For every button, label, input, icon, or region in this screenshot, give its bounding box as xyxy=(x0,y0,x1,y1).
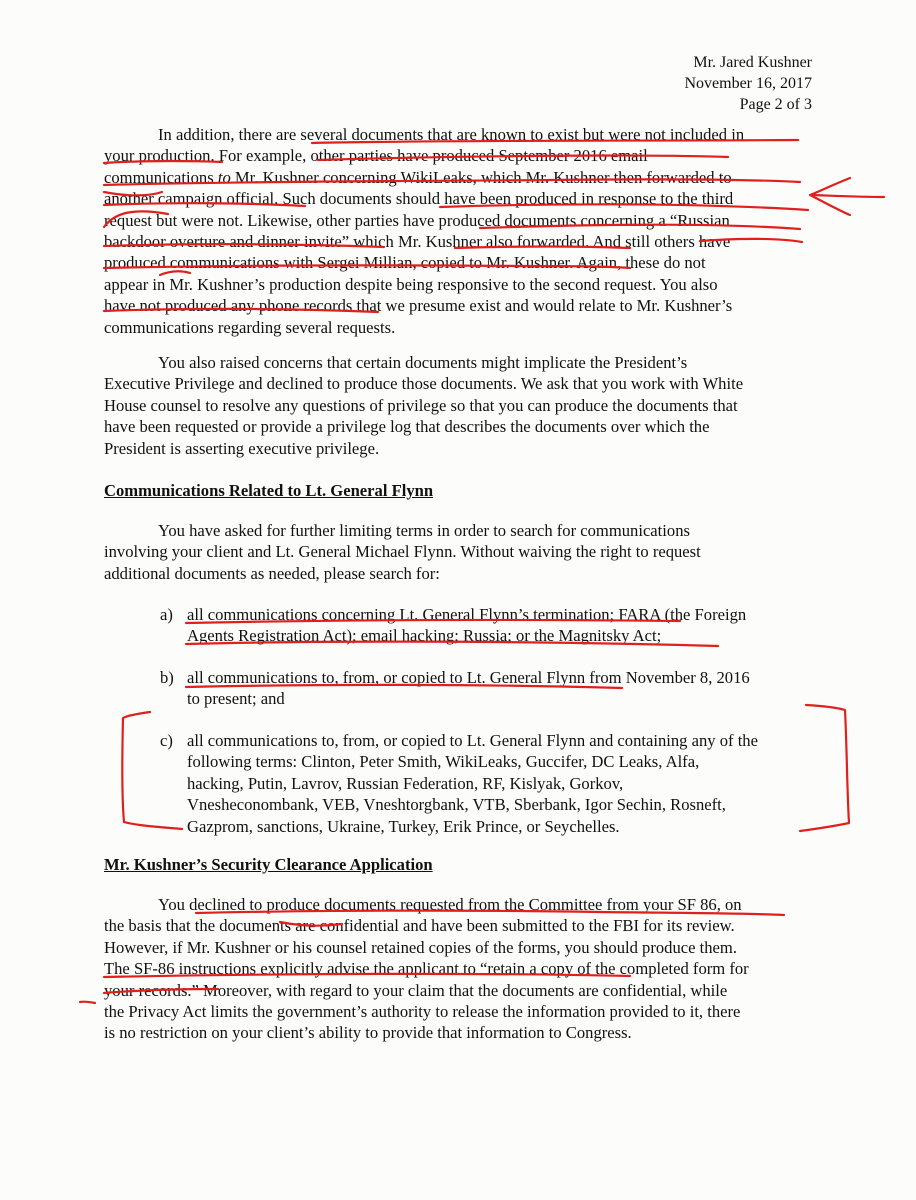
text-line: You have asked for further limiting terms in order to search for communications xyxy=(158,521,690,540)
margin-arrow-shaft xyxy=(812,195,884,197)
section-heading-flynn: Communications Related to Lt. General Flynn xyxy=(104,481,434,500)
text-line: is no restriction on your client’s ability to provide that information to Congress. xyxy=(104,1023,632,1043)
text-line: House counsel to resolve any questions of privilege so that you can produce the documents that xyxy=(104,395,738,415)
text-line: request but were not. Likewise, other parties have produced documents concerning a “Russian xyxy=(104,210,730,230)
text-line: all communications to, from, or copied to Lt. General Flynn from November 8, 2016 xyxy=(187,668,750,687)
list-marker: a) xyxy=(160,605,173,624)
text-line: your production. For example, other parties have produced September 2016 email xyxy=(104,146,648,166)
paragraph-missing-documents xyxy=(104,124,816,338)
letter-date: November 16, 2017 xyxy=(684,75,812,92)
paragraph-executive-privilege xyxy=(104,352,816,459)
text-line: You declined to produce documents requested from the Committee from your SF 86, on xyxy=(158,895,742,914)
text-line: the Privacy Act limits the government’s authority to release the information provided to it, there xyxy=(104,1002,741,1022)
text-line: In addition, there are several documents that are known to exist but were not included in xyxy=(158,125,745,144)
margin-tick-sf86 xyxy=(80,1002,95,1003)
emphasis-to: to xyxy=(217,167,231,187)
page-number: Page 2 of 3 xyxy=(739,96,812,113)
text-segment: Mr. Kushner concerning WikiLeaks, which Mr. Kushner then forwarded to xyxy=(230,167,732,187)
recipient-name: Mr. Jared Kushner xyxy=(693,54,812,71)
list-marker: b) xyxy=(160,668,174,687)
letter-header xyxy=(512,52,812,115)
section-heading-security-clearance: Mr. Kushner’s Security Clearance Application xyxy=(104,855,433,874)
text-line: have been requested or provide a privilege log that describes the documents over which the xyxy=(104,417,710,437)
text-line: produced communications with Sergei Millian, copied to Mr. Kushner. Again, these do not xyxy=(104,253,706,273)
text-line: another campaign official. Such documents should have been produced in response to the third xyxy=(104,189,734,209)
text-line: the basis that the documents are confidential and have been submitted to the FBI for its review. xyxy=(104,916,735,936)
text-line: Vnesheconombank, VEB, Vneshtorgbank, VTB, Sberbank, Igor Sechin, Rosneft, xyxy=(187,795,726,815)
text-line: have not produced any phone records that we presume exist and would relate to Mr. Kushner’s xyxy=(104,296,733,316)
text-line: to present; and xyxy=(187,689,285,709)
text-line: Executive Privilege and declined to produce those documents. We ask that you work with White xyxy=(104,374,744,394)
list-marker: c) xyxy=(160,731,173,750)
text-line: appear in Mr. Kushner’s production despite being responsive to the second request. You also xyxy=(104,274,718,294)
paragraph-sf86 xyxy=(104,894,816,1044)
text-line: involving your client and Lt. General Michael Flynn. Without waiving the right to request xyxy=(104,542,701,562)
text-line: Agents Registration Act); email hacking; Russia; or the Magnitsky Act; xyxy=(187,626,662,646)
text-line: following terms: Clinton, Peter Smith, WikiLeaks, Guccifer, DC Leaks, Alfa, xyxy=(187,752,700,772)
text-line: all communications to, from, or copied to Lt. General Flynn and containing any of the xyxy=(187,731,758,750)
text-line: hacking, Putin, Lavrov, Russian Federation, RF, Kislyak, Gorkov, xyxy=(187,773,624,793)
text-line xyxy=(104,167,816,188)
text-line: You also raised concerns that certain documents might implicate the President’s xyxy=(158,353,688,372)
text-line: communications regarding several requests. xyxy=(104,317,396,337)
paragraph-flynn-search xyxy=(104,520,816,584)
text-line: The SF-86 instructions explicitly advise the applicant to “retain a copy of the completed form for xyxy=(104,959,749,979)
text-line: Gazprom, sanctions, Ukraine, Turkey, Erik Prince, or Seychelles. xyxy=(187,816,620,836)
text-line: your records.” Moreover, with regard to your claim that the documents are confidential, while xyxy=(104,980,728,1000)
text-line: However, if Mr. Kushner or his counsel retained copies of the forms, you should produce them. xyxy=(104,937,737,957)
margin-arrow-head xyxy=(810,178,850,215)
text-line: backdoor overture and dinner invite” which Mr. Kushner also forwarded. And still others have xyxy=(104,232,731,252)
text-segment: communications xyxy=(104,167,218,187)
text-line: President is asserting executive privilege. xyxy=(104,438,380,458)
text-line: additional documents as needed, please search for: xyxy=(104,563,440,583)
text-line: all communications concerning Lt. General Flynn’s termination; FARA (the Foreign xyxy=(187,605,747,624)
